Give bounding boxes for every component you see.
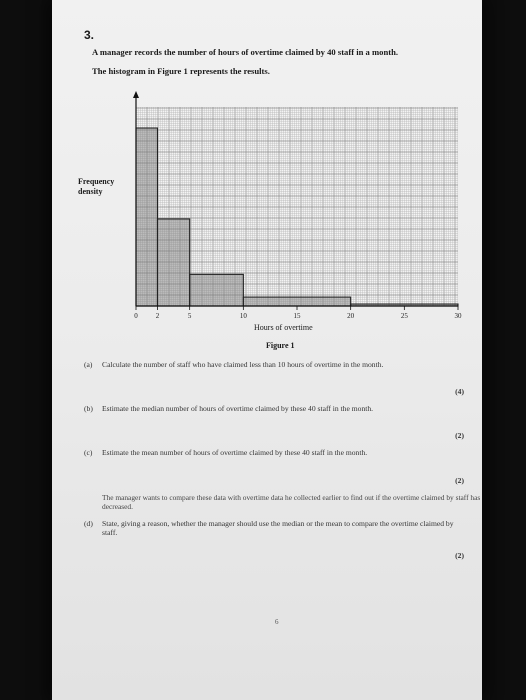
page-number: 6 [275, 618, 279, 626]
x-tick-label: 15 [293, 312, 301, 320]
x-tick-label: 10 [239, 312, 247, 320]
part-b-marks: (2) [455, 431, 464, 440]
x-tick-label: 20 [347, 312, 355, 320]
part-d-label: (d) [84, 519, 93, 528]
question-intro-line-2: The histogram in Figure 1 represents the results. [92, 66, 270, 76]
y-axis-label: Frequency density [78, 177, 115, 196]
histogram-bar-4 [243, 297, 350, 306]
part-b-text: Estimate the median number of hours of overtime claimed by these 40 staff in the month. [102, 404, 374, 413]
part-b-label: (b) [84, 404, 93, 413]
part-a-marks: (4) [455, 387, 464, 396]
y-axis-arrow-icon [133, 91, 139, 98]
x-tick-label: 2 [155, 312, 160, 320]
question-intro-line-1: A manager records the number of hours of overtime claimed by 40 staff in a month. [92, 47, 399, 57]
part-c-text: Estimate the mean number of hours of overtime claimed by these 40 staff in the month. [102, 448, 368, 457]
part-d-text: State, giving a reason, whether the manager should use the median or the mean to compare the overtime claimed by staff. [102, 519, 454, 537]
part-a-label: (a) [84, 360, 93, 369]
x-axis-label: Hours of overtime [254, 323, 313, 332]
histogram-bar-1 [136, 128, 157, 306]
x-tick-label: 5 [187, 312, 192, 320]
context-note: The manager wants to compare these data with overtime data he collected earlier to find out if the overtime claimed by staff has decreased. [102, 493, 481, 511]
question-number: 3. [84, 28, 95, 42]
x-tick-label: 0 [134, 312, 138, 320]
part-a-text: Calculate the number of staff who have claimed less than 10 hours of overtime in the month. [102, 360, 384, 369]
x-tick-label: 25 [400, 312, 408, 320]
x-tick-label: 30 [454, 312, 462, 320]
histogram-bar-2 [157, 219, 189, 306]
figure-caption: Figure 1 [266, 341, 295, 350]
part-c-marks: (2) [455, 476, 464, 485]
part-c-label: (c) [84, 448, 93, 457]
histogram-bar-3 [190, 274, 244, 306]
part-d-marks: (2) [455, 551, 464, 560]
